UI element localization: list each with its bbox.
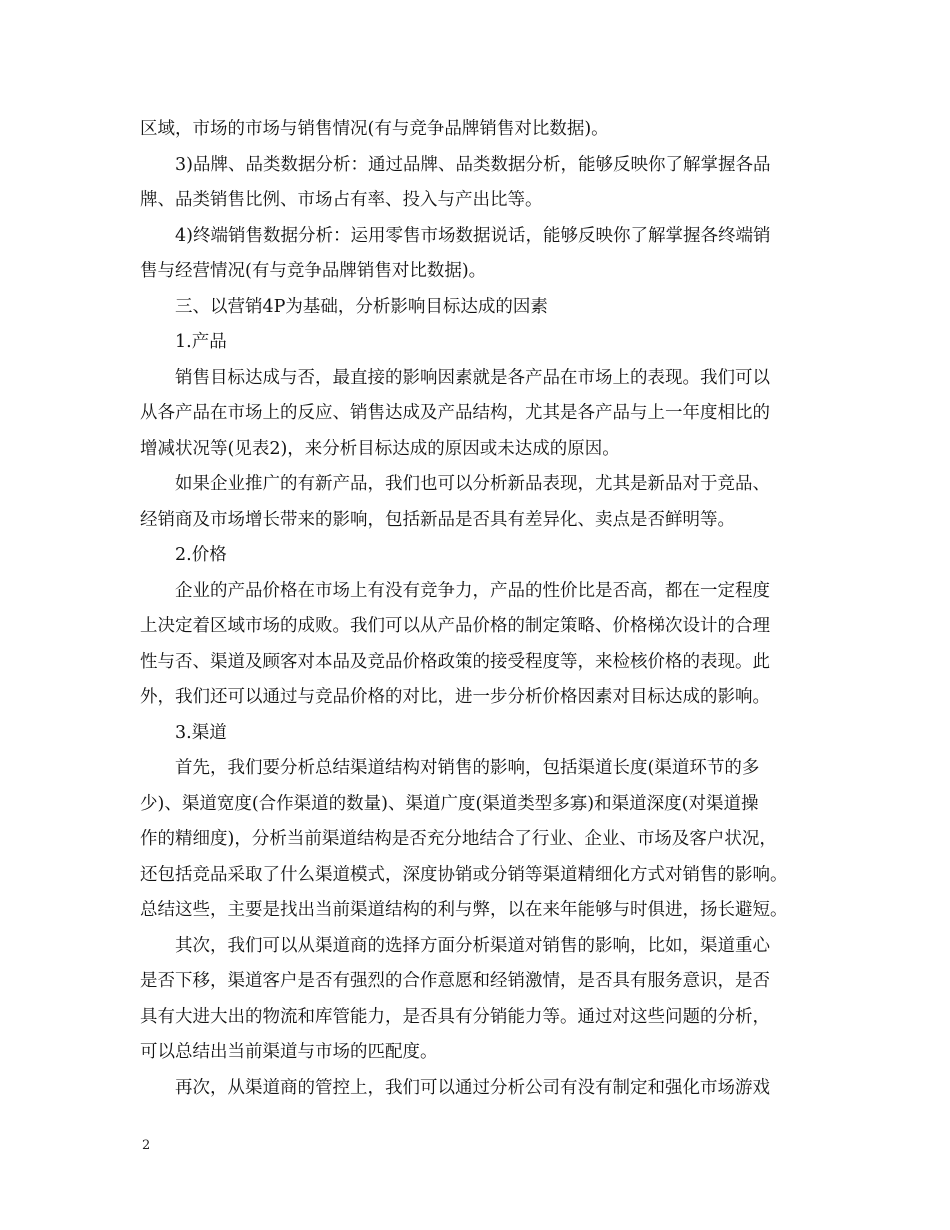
text-line: 牌、品类销售比例、市场占有率、投入与产出比等。 (140, 190, 543, 210)
text-line: 首先，我们要分析总结渠道结构对销售的影响，包括渠道长度(渠道环节的多 (175, 758, 760, 778)
text-line: 具有大进大出的物流和库管能力，是否具有分销能力等。通过对这些问题的分析， (140, 1006, 770, 1027)
text-line: 如果企业推广的有新产品，我们也可以分析新品表现，尤其是新品对于竞品、 (175, 474, 770, 494)
text-line: 总结这些，主要是找出当前渠道结构的利与弊，以在来年能够与时俱进，扬长避短。 (140, 900, 788, 920)
subsection-heading-product: 1.产品 (175, 332, 227, 352)
section-heading: 三、以营销4P为基础，分析影响目标达成的因素 (175, 296, 548, 317)
subsection-heading-channel: 3.渠道 (175, 722, 227, 743)
text-line: 经销商及市场增长带来的影响，包括新品是否具有差异化、卖点是否鲜明等。 (140, 509, 735, 530)
text-line: 外，我们还可以通过与竞品价格的对比，进一步分析价格因素对目标达成的影响。 (140, 687, 770, 707)
text-line: 上决定着区域市场的成败。我们可以从产品价格的制定策略、价格梯次设计的合理 (140, 616, 770, 636)
text-line: 区域，市场的市场与销售情况(有与竞争品牌销售对比数据)。 (140, 119, 609, 139)
text-line: 再次，从渠道商的管控上，我们可以通过分析公司有没有制定和强化市场游戏 (175, 1077, 770, 1098)
text-line: 少)、渠道宽度(合作渠道的数量)、渠道广度(渠道类型多寡)和渠道深度(对渠道操 (140, 793, 759, 814)
subsection-heading-price: 2.价格 (175, 545, 227, 565)
text-line: 3)品牌、品类数据分析：通过品牌、品类数据分析，能够反映你了解掌握各品 (175, 154, 771, 175)
text-line: 性与否、渠道及顾客对本品及竞品价格政策的接受程度等，来检核价格的表现。此 (140, 651, 770, 672)
text-line: 还包括竞品采取了什么渠道模式，深度协销或分销等渠道精细化方式对销售的影响。 (140, 864, 788, 885)
text-line: 作的精细度)，分析当前渠道结构是否充分地结合了行业、企业、市场及客户状况， (140, 829, 777, 849)
text-line: 其次，我们可以从渠道商的选择方面分析渠道对销售的影响，比如，渠道重心 (175, 935, 770, 956)
text-line: 从各产品在市场上的反应、销售达成及产品结构，尤其是各产品与上一年度相比的 (140, 403, 770, 423)
text-line: 售与经营情况(有与竞争品牌销售对比数据)。 (140, 261, 487, 281)
text-line: 企业的产品价格在市场上有没有竞争力，产品的性价比是否高，都在一定程度 (175, 580, 770, 601)
page-number: 2 (142, 1138, 151, 1153)
text-line: 是否下移，渠道客户是否有强烈的合作意愿和经销激情，是否具有服务意识，是否 (140, 971, 770, 991)
text-line: 4)终端销售数据分析：运用零售市场数据说话，能够反映你了解掌握各终端销 (175, 225, 771, 246)
text-line: 增减状况等(见表2)，来分析目标达成的原因或未达成的原因。 (140, 438, 620, 459)
text-line: 销售目标达成与否，最直接的影响因素就是各产品在市场上的表现。我们可以 (175, 367, 770, 388)
text-line: 可以总结出当前渠道与市场的匹配度。 (140, 1042, 438, 1062)
document-body (140, 112, 820, 1106)
